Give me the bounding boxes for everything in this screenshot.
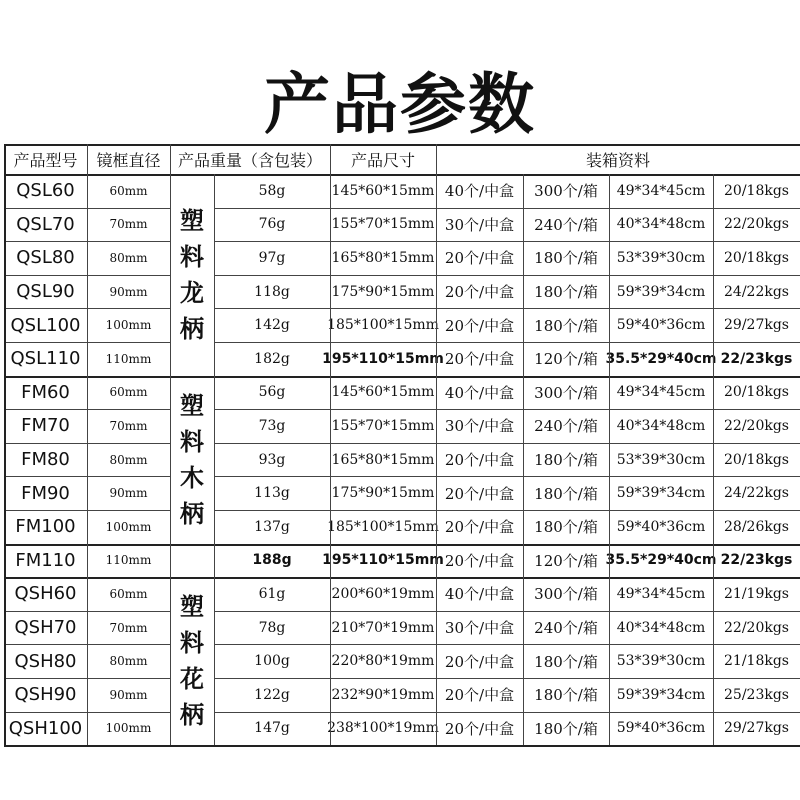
header-size: 产品尺寸 [350,150,415,170]
cell-weight: 58g [258,182,286,199]
group-label-char: 木 [180,463,204,492]
cell-carton: 40*34*48cm [616,216,706,233]
cell-model: FM60 [21,381,70,403]
cell-size: 145*60*15mm [331,384,435,401]
group-label-char: 料 [180,427,204,456]
cell-size: 155*70*15mm [331,417,435,434]
column-divider [436,144,437,745]
cell-weight: 122g [254,686,290,703]
cell-box: 120个/箱 [534,551,598,570]
header-packing: 装箱资料 [585,150,650,170]
group-label-char: 料 [180,629,204,658]
cell-mid-box: 20个/中盒 [444,484,515,503]
cell-weight: 182g [254,350,290,367]
cell-size: 175*90*15mm [331,283,435,300]
cell-weight: 78g [258,619,286,636]
cell-weight: 137g [254,518,290,535]
cell-carton: 40*34*48cm [616,619,706,636]
row-divider [4,376,800,378]
cell-mid-box: 20个/中盒 [444,686,515,705]
cell-model: QSL80 [16,247,75,269]
cell-kgs: 25/23kgs [724,686,789,703]
cell-carton: 59*39*34cm [616,485,706,502]
cell-size: 165*80*15mm [331,249,435,266]
cell-weight: 93g [258,451,286,468]
cell-diameter: 70mm [109,620,148,635]
cell-kgs: 24/22kgs [724,485,789,502]
cell-size: 175*90*15mm [331,485,435,502]
cell-box: 180个/箱 [534,451,598,470]
cell-box: 240个/箱 [534,215,598,234]
cell-box: 240个/箱 [534,619,598,638]
cell-carton: 35.5*29*40cm [605,552,717,569]
cell-diameter: 70mm [109,418,148,433]
column-divider [170,144,171,745]
cell-weight: 142g [254,317,290,334]
cell-size: 195*110*15mm [322,350,444,367]
cell-carton: 35.5*29*40cm [605,350,717,367]
cell-box: 180个/箱 [534,249,598,268]
header-diameter: 镜框直径 [96,150,161,170]
cell-kgs: 20/18kgs [724,451,789,468]
cell-box: 180个/箱 [534,686,598,705]
cell-carton: 59*39*34cm [616,686,706,703]
cell-kgs: 21/18kgs [724,653,789,670]
cell-carton: 59*40*36cm [616,720,706,737]
cell-diameter: 110mm [105,553,152,568]
cell-size: 165*80*15mm [331,451,435,468]
header-model: 产品型号 [13,150,78,170]
cell-weight: 100g [254,653,290,670]
cell-kgs: 22/23kgs [720,350,793,367]
cell-mid-box: 40个/中盒 [444,585,515,604]
cell-weight: 76g [258,216,286,233]
group-label-char: 柄 [180,314,204,343]
cell-model: QSL70 [16,213,75,235]
cell-diameter: 90mm [109,284,148,299]
cell-mid-box: 30个/中盒 [444,215,515,234]
header-weight: 产品重量（含包装） [177,150,322,170]
cell-carton: 59*40*36cm [616,518,706,535]
group-label-char: 柄 [180,499,204,528]
cell-mid-box: 20个/中盒 [444,719,515,738]
cell-weight: 61g [258,585,286,602]
cell-size: 185*100*15mm [327,317,439,334]
column-divider [330,144,331,745]
cell-box: 180个/箱 [534,719,598,738]
column-divider [523,174,524,745]
cell-kgs: 28/26kgs [724,518,789,535]
cell-mid-box: 40个/中盒 [444,182,515,201]
row-divider [4,745,800,747]
row-divider [4,144,800,146]
cell-diameter: 90mm [109,486,148,501]
cell-diameter: 90mm [109,687,148,702]
cell-kgs: 24/22kgs [724,283,789,300]
cell-size: 232*90*19mm [331,686,435,703]
cell-model: FM70 [21,415,70,437]
product-spec-table [4,144,800,739]
cell-model: QSH100 [8,717,83,739]
cell-kgs: 20/18kgs [724,249,789,266]
cell-carton: 59*39*34cm [616,283,706,300]
cell-size: 185*100*15mm [327,518,439,535]
cell-box: 180个/箱 [534,484,598,503]
column-divider [609,174,610,745]
cell-mid-box: 20个/中盒 [444,316,515,335]
cell-carton: 49*34*45cm [616,384,706,401]
cell-size: 200*60*19mm [331,585,435,602]
row-divider [4,174,800,176]
group-label-char: 料 [180,242,204,271]
cell-kgs: 22/20kgs [724,417,789,434]
cell-box: 300个/箱 [534,182,598,201]
cell-mid-box: 30个/中盒 [444,619,515,638]
cell-diameter: 60mm [109,385,148,400]
cell-carton: 53*39*30cm [616,653,706,670]
cell-diameter: 80mm [109,452,148,467]
column-divider [713,174,714,745]
cell-kgs: 22/20kgs [724,216,789,233]
cell-kgs: 22/23kgs [720,552,793,569]
cell-kgs: 29/27kgs [724,317,789,334]
cell-model: FM90 [21,482,70,504]
cell-weight: 118g [254,283,290,300]
cell-weight: 188g [252,552,292,569]
cell-model: QSH70 [14,617,77,639]
cell-diameter: 70mm [109,217,148,232]
cell-box: 300个/箱 [534,383,598,402]
cell-diameter: 100mm [105,318,152,333]
cell-diameter: 60mm [109,586,148,601]
cell-model: QSL110 [10,348,81,370]
cell-diameter: 110mm [105,351,152,366]
cell-box: 180个/箱 [534,316,598,335]
cell-diameter: 100mm [105,721,152,736]
cell-model: FM110 [15,549,76,571]
cell-size: 155*70*15mm [331,216,435,233]
cell-model: QSL60 [16,180,75,202]
group-label-char: 塑 [180,206,204,235]
cell-model: FM80 [21,449,70,471]
cell-model: QSH80 [14,650,77,672]
group-label-char: 塑 [180,391,204,420]
cell-box: 300个/箱 [534,585,598,604]
cell-model: QSL100 [10,314,81,336]
cell-carton: 53*39*30cm [616,451,706,468]
cell-weight: 56g [258,384,286,401]
cell-box: 180个/箱 [534,518,598,537]
cell-carton: 53*39*30cm [616,249,706,266]
row-divider [4,577,800,579]
cell-mid-box: 20个/中盒 [444,350,515,369]
cell-model: FM100 [15,516,76,538]
cell-size: 210*70*19mm [331,619,435,636]
column-divider [87,144,88,745]
group-label-char: 花 [180,665,204,694]
cell-diameter: 80mm [109,654,148,669]
cell-carton: 49*34*45cm [616,585,706,602]
column-divider [4,144,6,745]
cell-weight: 97g [258,249,286,266]
cell-model: QSH90 [14,684,77,706]
cell-mid-box: 40个/中盒 [444,383,515,402]
cell-mid-box: 30个/中盒 [444,417,515,436]
group-label-char: 龙 [180,278,204,307]
cell-kgs: 29/27kgs [724,720,789,737]
cell-mid-box: 20个/中盒 [444,451,515,470]
page-title: 产品参数 [264,66,536,143]
cell-kgs: 20/18kgs [724,384,789,401]
cell-mid-box: 20个/中盒 [444,518,515,537]
cell-kgs: 21/19kgs [724,585,789,602]
cell-mid-box: 20个/中盒 [444,249,515,268]
group-label-char: 柄 [180,701,204,730]
cell-diameter: 100mm [105,519,152,534]
cell-model: QSL90 [16,281,75,303]
cell-box: 240个/箱 [534,417,598,436]
cell-mid-box: 20个/中盒 [444,283,515,302]
cell-size: 238*100*19mm [327,720,439,737]
column-divider [214,174,215,745]
row-divider [4,544,800,546]
cell-diameter: 60mm [109,183,148,198]
cell-size: 195*110*15mm [322,552,444,569]
cell-box: 180个/箱 [534,283,598,302]
cell-kgs: 22/20kgs [724,619,789,636]
cell-diameter: 80mm [109,250,148,265]
cell-carton: 49*34*45cm [616,182,706,199]
cell-model: QSH60 [14,583,77,605]
cell-mid-box: 20个/中盒 [444,652,515,671]
group-label [170,376,214,544]
cell-mid-box: 20个/中盒 [444,551,515,570]
group-label-char: 塑 [180,593,204,622]
cell-box: 120个/箱 [534,350,598,369]
cell-size: 220*80*19mm [331,653,435,670]
cell-size: 145*60*15mm [331,182,435,199]
cell-weight: 73g [258,417,286,434]
cell-kgs: 20/18kgs [724,182,789,199]
cell-box: 180个/箱 [534,652,598,671]
cell-carton: 59*40*36cm [616,317,706,334]
group-label [170,577,214,745]
cell-carton: 40*34*48cm [616,417,706,434]
cell-weight: 147g [254,720,290,737]
group-label [170,174,214,376]
cell-weight: 113g [254,485,290,502]
